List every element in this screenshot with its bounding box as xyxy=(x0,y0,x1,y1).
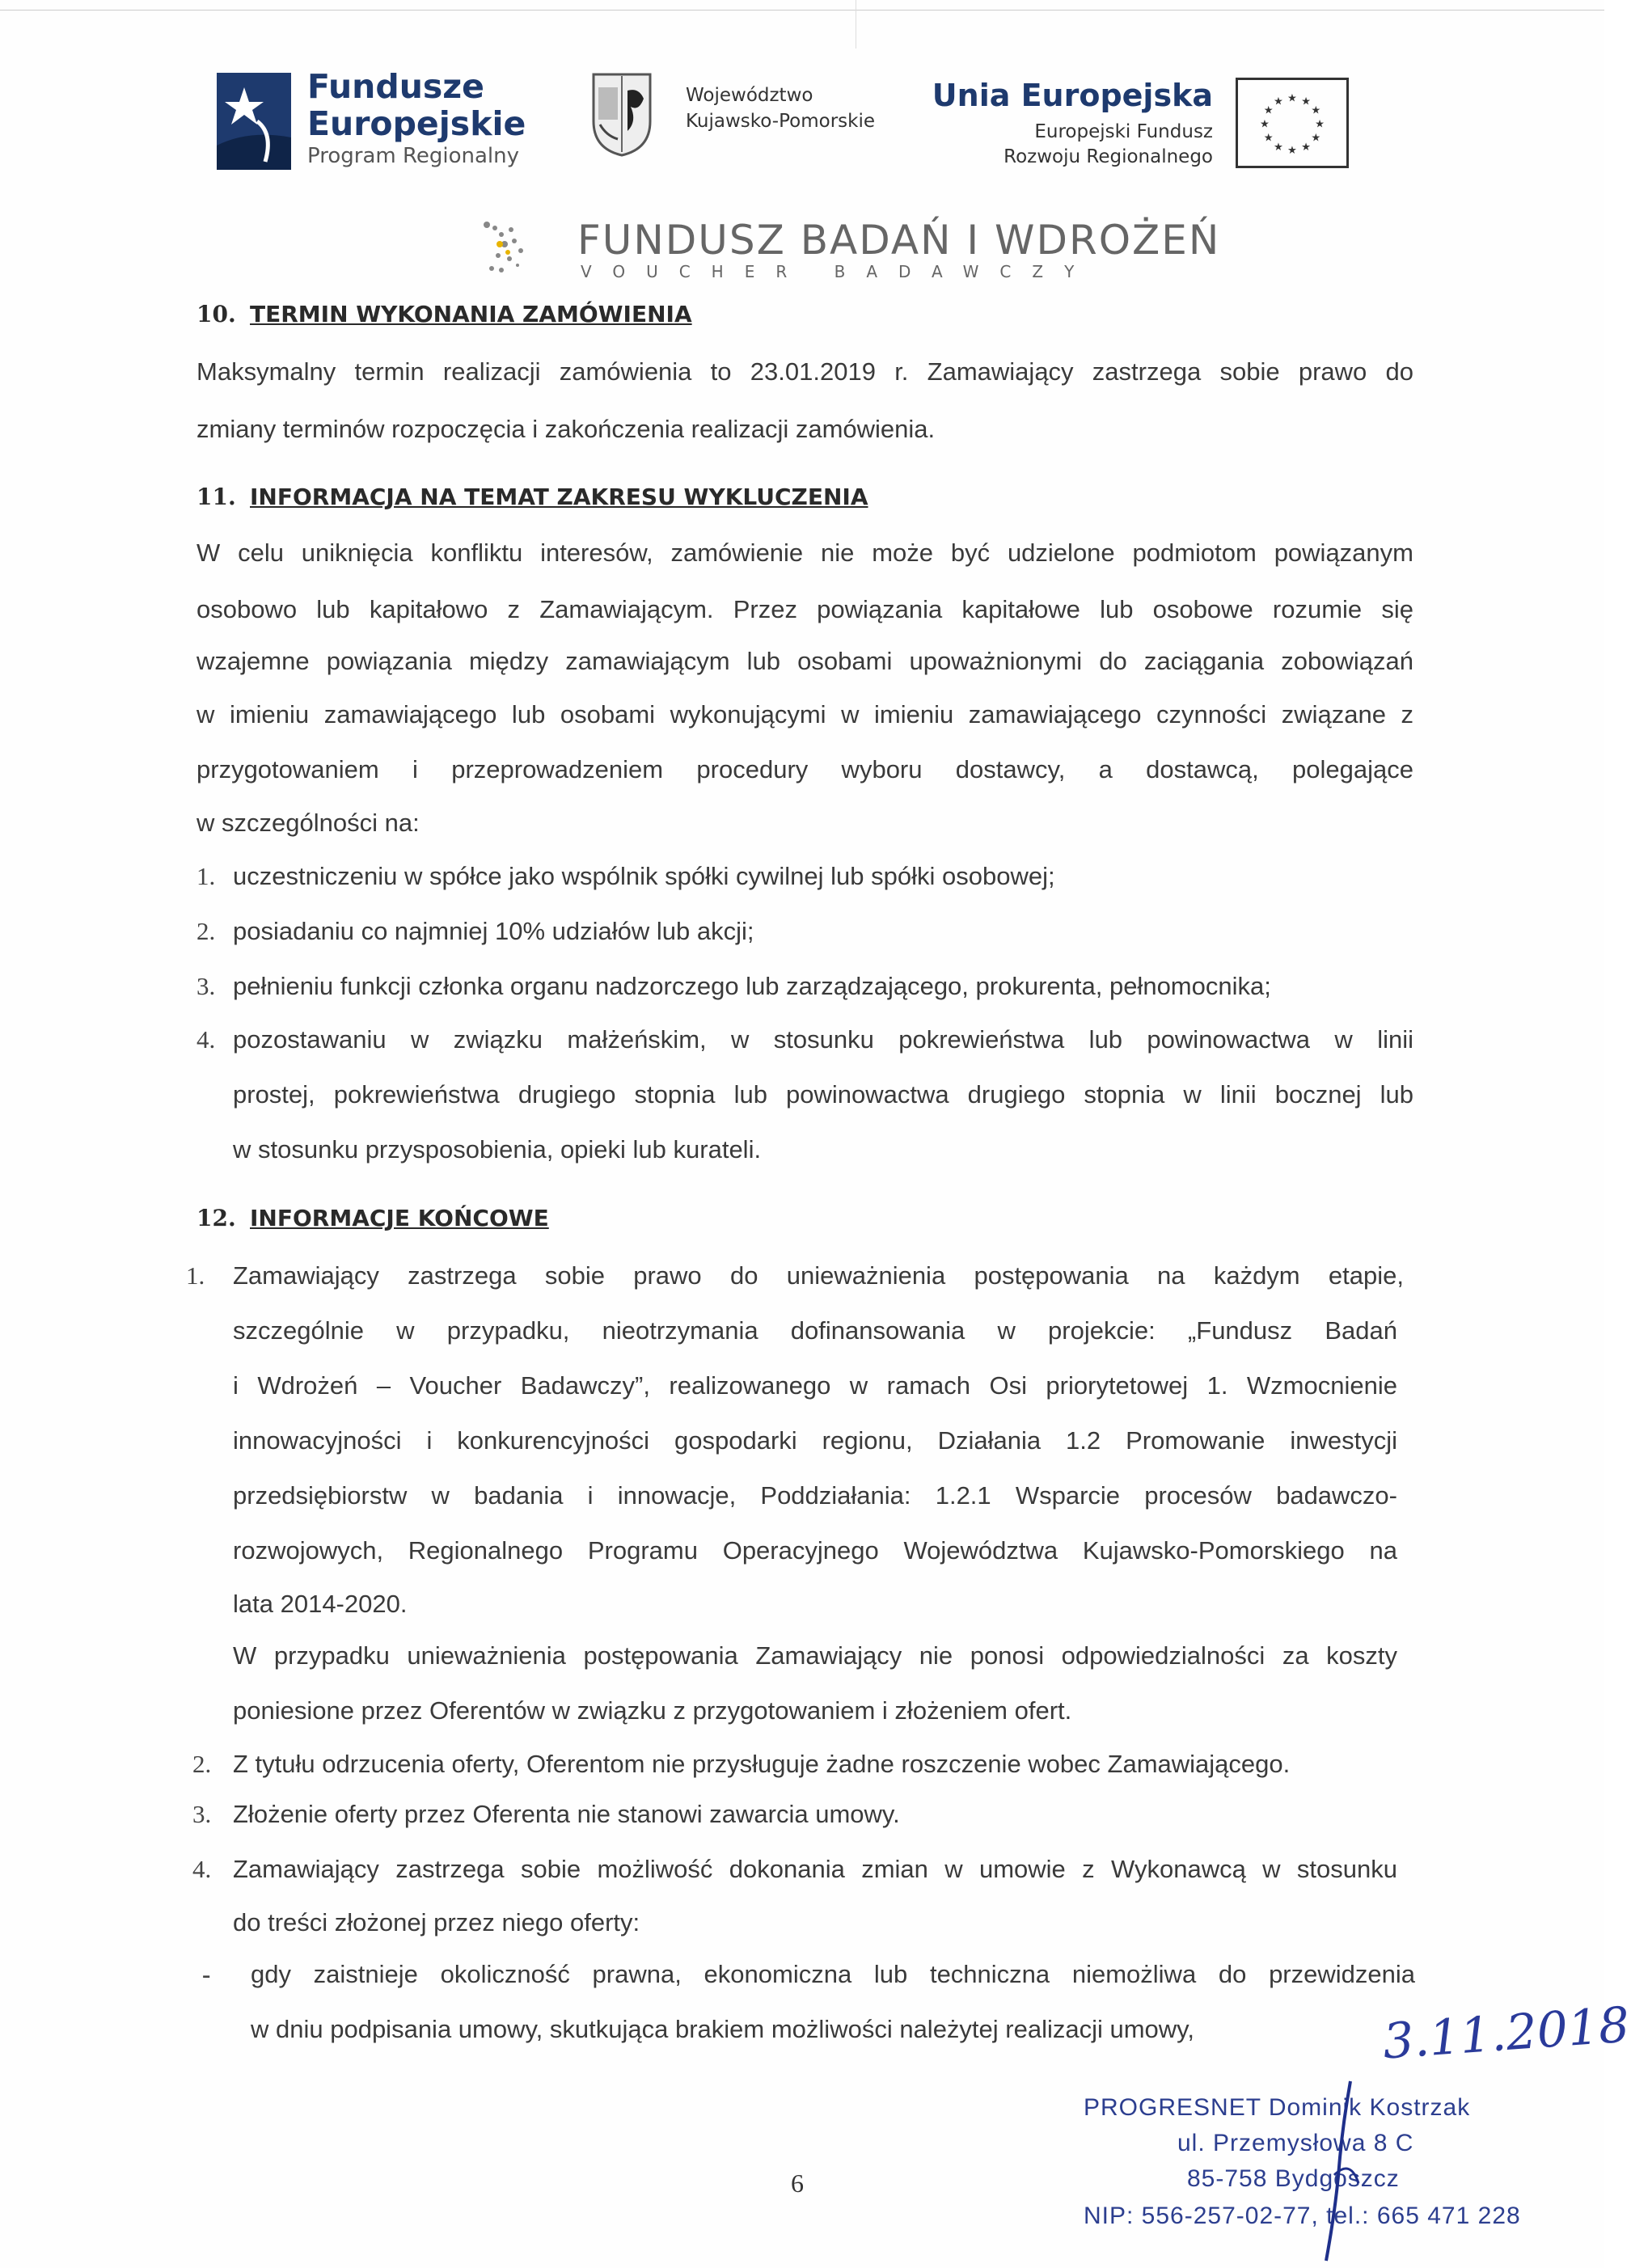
list-item-text: posiadaniu co najmniej 10% udziałów lub akcji; xyxy=(233,917,754,945)
list-item-text: uczestniczeniu w spółce jako wspólnik spółki cywilnej lub spółki osobowej; xyxy=(233,862,1055,890)
list-number: 4. xyxy=(192,1855,212,1883)
svg-text:★: ★ xyxy=(1315,118,1325,131)
list-item-text: innowacyjności i konkurencyjności gospodarki regionu, Działania 1.2 Promowanie inwestycji xyxy=(233,1426,1397,1455)
svg-text:★: ★ xyxy=(1311,104,1321,117)
fe-title-line1: Fundusze xyxy=(307,67,484,106)
woj-line2: Kujawsko-Pomorskie xyxy=(686,111,875,132)
stamp-company: PROGRESNET Dominik Kostrzak xyxy=(1084,2094,1471,2121)
ue-subtitle-line1: Europejski Fundusz xyxy=(1034,121,1213,142)
bullet-dash: - xyxy=(202,1960,211,1988)
list-item-text: szczególnie w przypadku, nieotrzymania dofinansowania w projekcie: „Fundusz Badań xyxy=(233,1316,1397,1345)
list-item-text: przedsiębiorstw w badania i innowacje, Poddziałania: 1.2.1 Wsparcie procesów badawczo- xyxy=(233,1481,1397,1510)
svg-text:★: ★ xyxy=(1287,92,1297,105)
paragraph-line: przygotowaniem i przeprowadzeniem procedury wyboru dostawcy, a dostawcą, polegające xyxy=(196,755,1413,783)
dots-icon xyxy=(482,220,539,277)
list-item-text: W przypadku unieważnienia postępowania Zamawiający nie ponosi odpowiedzialności za koszty xyxy=(233,1641,1397,1670)
ue-title: Unia Europejska xyxy=(932,78,1213,113)
list-item-text: prostej, pokrewieństwa drugiego stopnia lub powinowactwa drugiego stopnia w linii bocznej lub xyxy=(233,1080,1413,1109)
fund-voucher: VOUCHER BADAWCZY xyxy=(581,262,1096,281)
list-item-text: w dniu podpisania umowy, skutkująca brakiem możliwości należytej realizacji umowy, xyxy=(251,2015,1194,2043)
section-number: 11. xyxy=(196,484,236,510)
fe-title-line2: Europejskie xyxy=(307,104,526,143)
svg-text:★: ★ xyxy=(1263,104,1274,117)
svg-text:★: ★ xyxy=(1287,144,1297,157)
handwritten-date: 3.11.2018 xyxy=(1380,1996,1631,2071)
paragraph-line: W celu uniknięcia konfliktu interesów, zamówienie nie może być udzielone podmiotom powiązanym xyxy=(196,538,1413,567)
page-number: 6 xyxy=(791,2169,804,2198)
fe-subtitle: Program Regionalny xyxy=(307,144,519,168)
section-11-heading xyxy=(196,484,868,510)
list-item-text: Zamawiający zastrzega sobie prawo do unieważnienia postępowania na każdym etapie, xyxy=(233,1261,1404,1290)
svg-text:★: ★ xyxy=(1311,132,1321,145)
section-title: INFORMACJE KOŃCOWE xyxy=(250,1205,549,1231)
company-stamp xyxy=(1084,1996,1631,2256)
section-10-heading xyxy=(196,301,692,327)
paragraph-line: Maksymalny termin realizacji zamówienia to 23.01.2019 r. Zamawiający zastrzega sobie prawo do xyxy=(196,357,1413,386)
ue-subtitle-line2: Rozwoju Regionalnego xyxy=(1004,146,1213,167)
section-number: 10. xyxy=(196,301,236,327)
wojewodztwo-logo xyxy=(590,71,930,176)
list-item-text: pełnieniu funkcji członka organu nadzorczego lub zarządzającego, prokurenta, pełnomocnika; xyxy=(233,972,1271,1000)
list-item-text: rozwojowych, Regionalnego Programu Operacyjnego Województwa Kujawsko-Pomorskiego na xyxy=(233,1536,1397,1565)
list-item-text: Zamawiający zastrzega sobie możliwość dokonania zmian w umowie z Wykonawcą w stosunku xyxy=(233,1855,1397,1883)
section-number: 12. xyxy=(196,1205,236,1231)
section-title: INFORMACJA NA TEMAT ZAKRESU WYKLUCZENIA xyxy=(250,484,868,510)
list-item-text: poniesione przez Oferentów w związku z przygotowaniem i złożeniem ofert. xyxy=(233,1696,1072,1725)
list-number: 1. xyxy=(186,1261,205,1290)
paragraph-line: w imieniu zamawiającego lub osobami wykonującymi w imieniu zamawiającego czynności związane z xyxy=(196,700,1413,729)
woj-line1: Województwo xyxy=(686,85,813,106)
eu-flag-icon xyxy=(1236,78,1349,168)
list-item-text: w stosunku przysposobienia, opieki lub kurateli. xyxy=(233,1135,762,1164)
list-item-text: lata 2014-2020. xyxy=(233,1590,408,1618)
list-number: 2. xyxy=(192,1750,212,1778)
svg-text:★: ★ xyxy=(1259,118,1270,131)
coat-of-arms-icon xyxy=(590,71,653,158)
section-12-heading xyxy=(196,1205,549,1231)
list-number: 3. xyxy=(192,1800,212,1828)
unia-europejska-logo xyxy=(932,78,1375,183)
list-item-text: Z tytułu odrzucenia oferty, Oferentom nie przysługuje żadne roszczenie wobec Zamawiającego. xyxy=(233,1750,1291,1778)
fund-name: FUNDUSZ BADAŃ I WDROŻEŃ xyxy=(577,217,1221,264)
svg-text:★: ★ xyxy=(1274,95,1283,108)
svg-text:★: ★ xyxy=(1263,132,1274,145)
paragraph-line: zmiany terminów rozpoczęcia i zakończenia realizacji zamówienia. xyxy=(196,415,936,443)
stamp-nip-tel: NIP: 556-257-02-77, tel.: 665 471 228 xyxy=(1084,2203,1521,2229)
scan-top-edge xyxy=(0,10,1604,11)
paragraph-line: w szczególności na: xyxy=(196,809,420,837)
stamp-city: 85-758 Bydgoszcz xyxy=(1187,2165,1400,2192)
list-number: 3. xyxy=(196,972,216,1000)
list-number: 1. xyxy=(196,862,216,890)
list-number: 2. xyxy=(196,917,216,945)
fundusz-badan-logo xyxy=(482,217,1221,285)
stamp-street: ul. Przemysłowa 8 C xyxy=(1177,2130,1414,2156)
paragraph-line: osobowo lub kapitałowo z Zamawiającym. Przez powiązania kapitałowe lub osobowe rozumie się xyxy=(196,595,1413,623)
svg-text:★: ★ xyxy=(1301,141,1311,154)
svg-text:★: ★ xyxy=(1301,95,1311,108)
list-item-text: Złożenie oferty przez Oferenta nie stanowi zawarcia umowy. xyxy=(233,1800,900,1828)
list-item-text: pozostawaniu w związku małżeńskim, w stosunku pokrewieństwa lub powinowactwa w linii xyxy=(233,1025,1413,1054)
list-number: 4. xyxy=(196,1025,216,1054)
paragraph-line: wzajemne powiązania między zamawiającym lub osobami upoważnionymi do zaciągania zobowiązań xyxy=(196,647,1413,675)
signature-icon xyxy=(1261,2078,1423,2264)
svg-text:★: ★ xyxy=(1274,141,1283,154)
fe-star-icon xyxy=(217,73,291,170)
list-item-text: gdy zaistnieje okoliczność prawna, ekonomiczna lub techniczna niemożliwa do przewidzenia xyxy=(251,1960,1415,1988)
list-item-text: do treści złożonej przez niego oferty: xyxy=(233,1908,640,1936)
list-item-text: i Wdrożeń – Voucher Badawczy”, realizowanego w ramach Osi priorytetowej 1. Wzmocnienie xyxy=(233,1371,1397,1400)
section-title: TERMIN WYKONANIA ZAMÓWIENIA xyxy=(250,301,692,327)
